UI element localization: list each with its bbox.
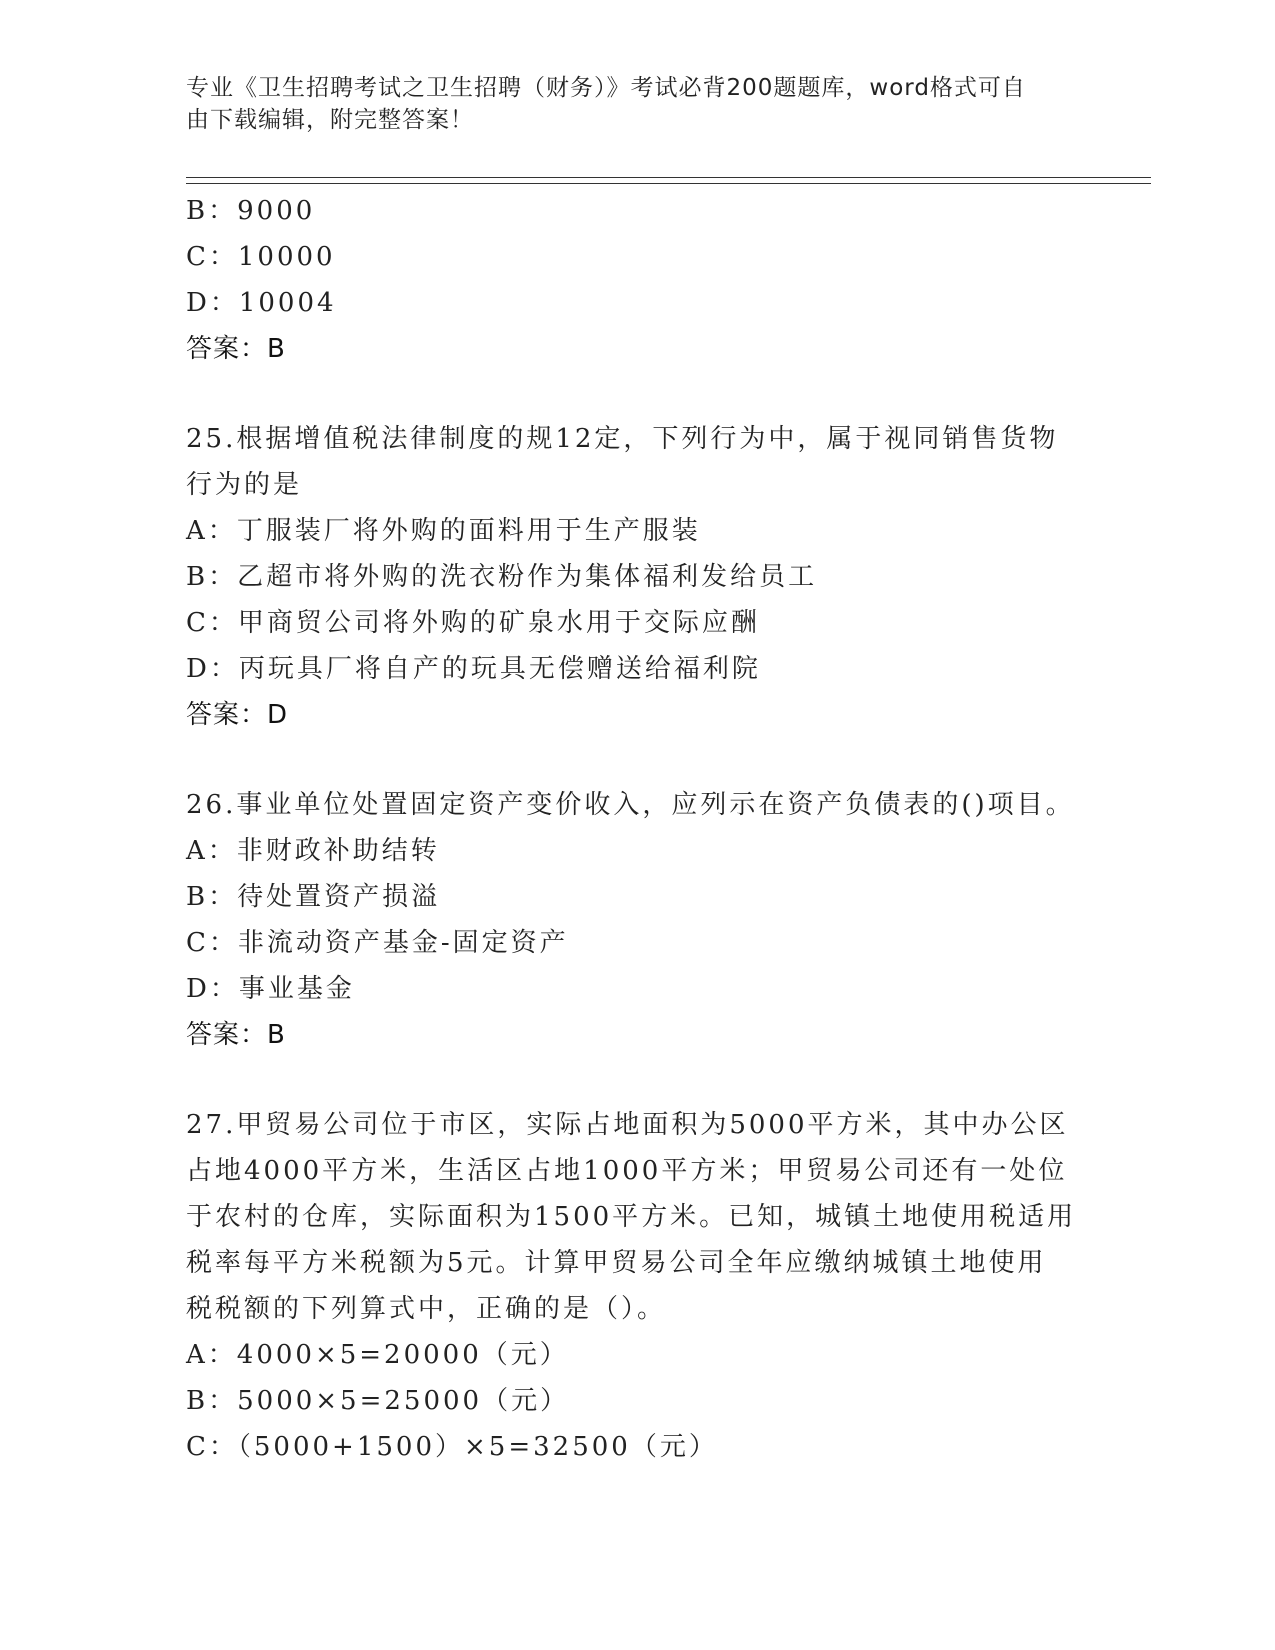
question-text-line: 税税额的下列算式中，正确的是（）。 (186, 1294, 667, 1324)
question-26 (186, 782, 1086, 1058)
option-d: D：10004 (186, 288, 337, 318)
option-c: C：（5000+1500）×5=32500（元） (186, 1432, 718, 1462)
answer-label: 答案：D (186, 700, 289, 730)
question-text-line: 25.根据增值税法律制度的规12定，下列行为中，属于视同销售货物 (186, 424, 1059, 454)
question-text-line: 税率每平方米税额为5元。计算甲贸易公司全年应缴纳城镇土地使用 (186, 1248, 1047, 1278)
option-b: B：9000 (186, 196, 316, 226)
question-text-line: 于农村的仓库，实际面积为1500平方米。已知，城镇土地使用税适用 (186, 1202, 1077, 1232)
question-text-line: 26.事业单位处置固定资产变价收入，应列示在资产负债表的()项目。 (186, 790, 1075, 820)
option-a: A：4000×5=20000（元） (186, 1340, 569, 1370)
option-b: B：5000×5=25000（元） (186, 1386, 570, 1416)
option-c: C：10000 (186, 242, 336, 272)
header-divider (186, 177, 1151, 184)
question-list (186, 188, 1086, 1470)
answer-label: 答案：B (186, 1020, 286, 1050)
question-text-line: 占地4000平方米，生活区占地1000平方米；甲贸易公司还有一处位 (186, 1156, 1068, 1186)
question-text-line: 27.甲贸易公司位于市区，实际占地面积为5000平方米，其中办公区 (186, 1110, 1069, 1140)
option-a: A：非财政补助结转 (186, 836, 440, 866)
header-line-1: 专业《卫生招聘考试之卫生招聘（财务）》考试必背200题题库，word格式可自 (186, 75, 1026, 101)
answer-label: 答案：B (186, 334, 286, 364)
option-d: D：事业基金 (186, 974, 355, 1004)
option-d: D：丙玩具厂将自产的玩具无偿赠送给福利院 (186, 654, 761, 684)
option-c: C：甲商贸公司将外购的矿泉水用于交际应酬 (186, 608, 760, 638)
question-25 (186, 416, 1086, 738)
header-line-2: 由下载编辑，附完整答案！ (186, 107, 474, 133)
document-header (186, 72, 1066, 136)
option-b: B：乙超市将外购的洗衣粉作为集体福利发给员工 (186, 562, 818, 592)
option-c: C：非流动资产基金-固定资产 (186, 928, 569, 958)
question-text-line: 行为的是 (186, 470, 303, 500)
option-a: A：丁服装厂将外购的面料用于生产服装 (186, 516, 701, 546)
option-b: B：待处置资产损溢 (186, 882, 441, 912)
question-27 (186, 1102, 1086, 1470)
previous-question-tail (186, 188, 1086, 372)
